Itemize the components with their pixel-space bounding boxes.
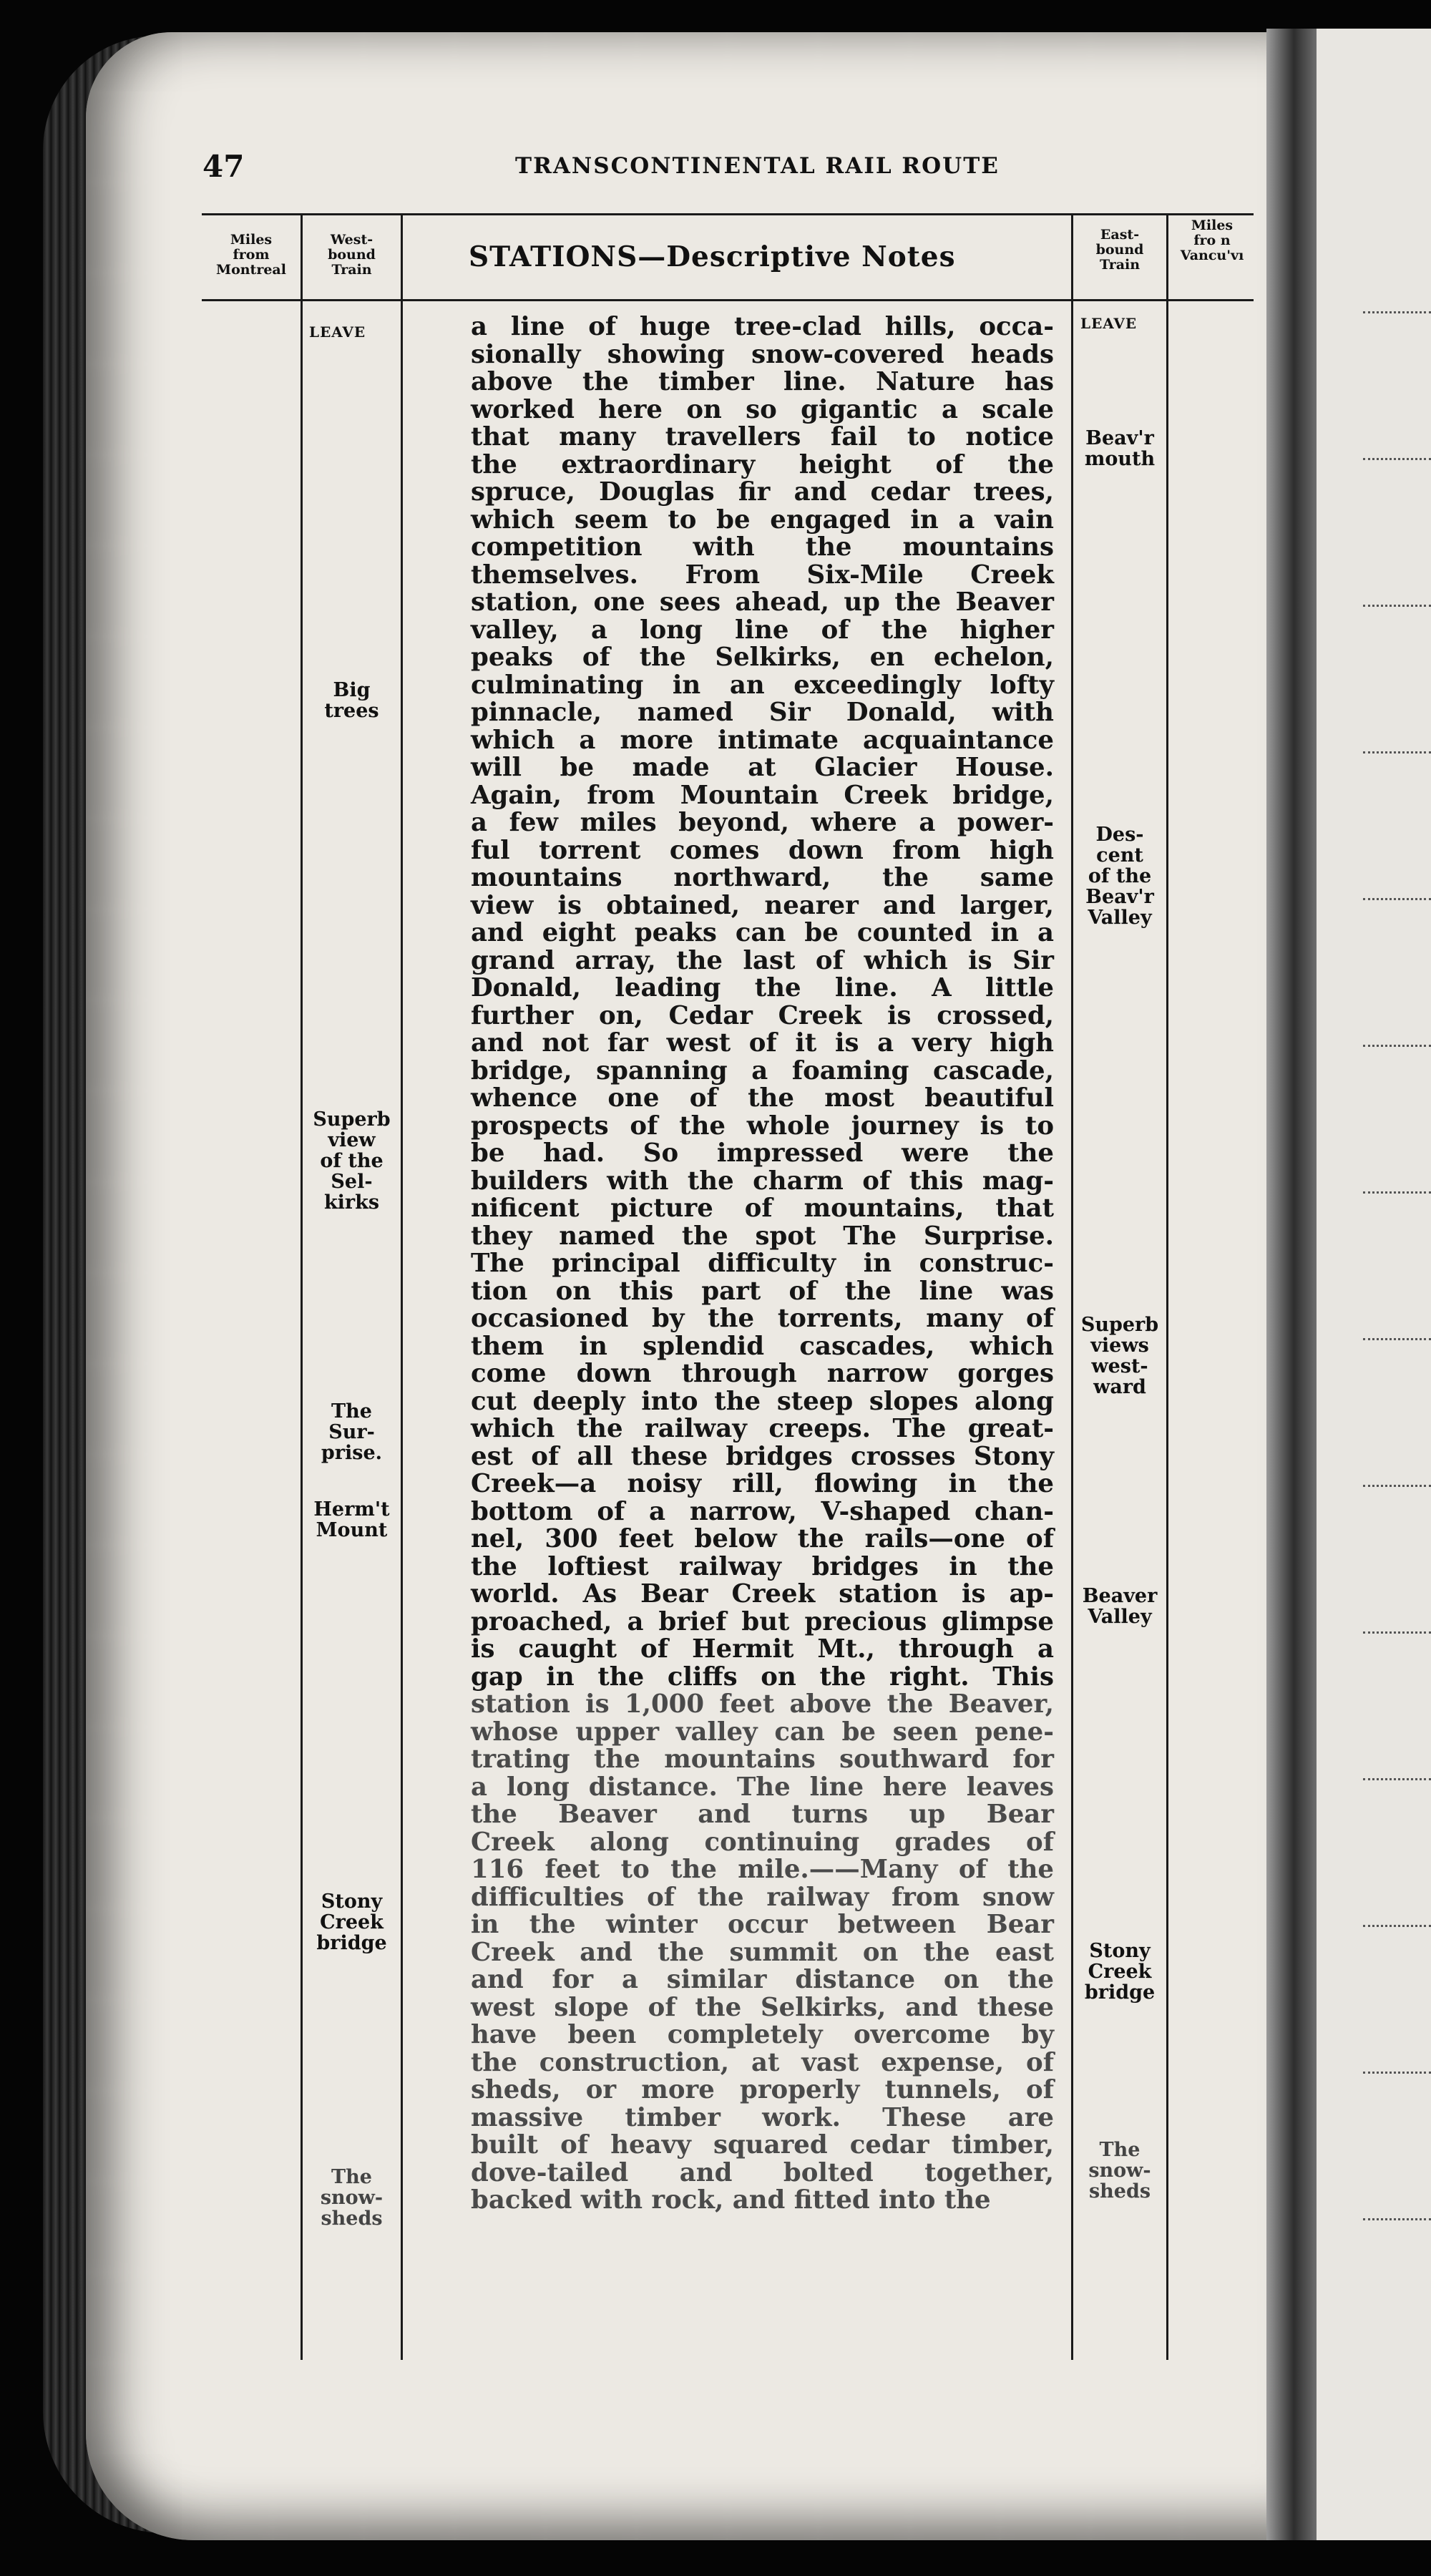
text-line: a long distance. The line here leaves — [471, 1772, 1054, 1802]
westbound-note-stony-creek-bridge: Stony Creek bridge — [316, 1890, 387, 1954]
eastbound-note-stony-creek-bridge: Stony Creek bridge — [1084, 1940, 1156, 2004]
eastbound-note-beaver-valley: Beaver Valley — [1082, 1585, 1158, 1628]
column-divider — [1166, 213, 1168, 2360]
text-line: tion on this part of the line was — [471, 1276, 1054, 1306]
text-line: them in splendid cascades, which — [471, 1331, 1054, 1361]
text-line: 116 feet to the mile.——Many of the — [471, 1855, 1054, 1884]
text-line: grand array, the last of which is Sir — [471, 945, 1054, 975]
text-line: Again, from Mountain Creek bridge, — [471, 780, 1054, 810]
text-line: proached, a brief but precious glimpse — [471, 1606, 1054, 1636]
text-line: cut deeply into the steep slopes along — [471, 1386, 1054, 1416]
miles-from-vancouver-heading: Miles fro n Vancu'vı — [1180, 218, 1244, 263]
text-line: they named the spot The Surprise. — [471, 1221, 1054, 1251]
running-title: TRANSCONTINENTAL RAIL ROUTE — [515, 153, 1000, 179]
westbound-leave-label: LEAVE — [309, 323, 366, 341]
text-line: and for a similar distance on the — [471, 1965, 1054, 1994]
running-head — [0, 149, 1431, 192]
column-divider — [401, 213, 403, 2360]
text-line: builders with the charm of this mag- — [471, 1166, 1054, 1196]
westbound-note-the-surprise: The Sur- prise. — [321, 1400, 383, 1464]
text-line: gap in the cliffs on the right. This — [471, 1662, 1054, 1692]
facing-page-rule — [1363, 2072, 1431, 2074]
westbound-train-heading: West- bound Train — [328, 232, 376, 278]
book-gutter — [1266, 29, 1317, 2540]
text-line: which seem to be engaged in a vain — [471, 504, 1054, 535]
text-line: a few miles beyond, where a power- — [471, 808, 1054, 837]
text-line: built of heavy squared cedar timber, — [471, 2130, 1054, 2160]
text-line: is caught of Hermit Mt., through a — [471, 1634, 1054, 1664]
text-line: Creek—a noisy rill, flowing in the — [471, 1469, 1054, 1498]
text-line: peaks of the Selkirks, en echelon, — [471, 643, 1054, 672]
text-line: dove-tailed and bolted together, — [471, 2157, 1054, 2187]
text-line: and not far west of it is a very high — [471, 1028, 1054, 1058]
text-line: sionally showing snow-covered heads — [471, 339, 1054, 369]
text-line: trating the mountains southward for — [471, 1745, 1054, 1774]
facing-page-rule — [1363, 1778, 1431, 1780]
text-line: est of all these bridges crosses Stony — [471, 1441, 1054, 1471]
text-line: which the railway creeps. The great- — [471, 1414, 1054, 1443]
text-line: will be made at Glacier House. — [471, 753, 1054, 782]
table-header-rule — [202, 299, 1254, 301]
facing-page-rule — [1363, 2218, 1431, 2220]
eastbound-note-descent: Des- cent of the Beav'r Valley — [1085, 824, 1154, 929]
facing-page-rule — [1363, 1631, 1431, 1634]
text-line: that many travellers fail to notice — [471, 422, 1054, 452]
text-line: west slope of the Selkirks, and these — [471, 1992, 1054, 2022]
eastbound-train-heading: East- bound Train — [1095, 227, 1144, 273]
descriptive-notes-text — [471, 313, 1054, 2215]
facing-page-rule — [1363, 458, 1431, 460]
facing-page-rule — [1363, 1485, 1431, 1487]
text-line: worked here on so gigantic a scale — [471, 394, 1054, 424]
text-line: Creek along continuing grades of — [471, 1827, 1054, 1857]
westbound-note-superb-view: Superb view of the Sel- kirks — [313, 1108, 391, 1214]
text-line: massive timber work. These are — [471, 2102, 1054, 2132]
text-line: come down through narrow gorges — [471, 1359, 1054, 1388]
facing-page-rule — [1363, 898, 1431, 900]
facing-page-rule — [1363, 751, 1431, 753]
text-line: prospects of the whole journey is to — [471, 1111, 1054, 1141]
facing-page-rule — [1363, 1191, 1431, 1194]
eastbound-note-beavr-mouth: Beav'r mouth — [1084, 427, 1156, 470]
text-line: the loftiest railway bridges in the — [471, 1551, 1054, 1581]
page-number: 47 — [202, 149, 245, 184]
text-line: whose upper valley can be seen pene- — [471, 1717, 1054, 1747]
column-divider — [1071, 213, 1073, 2360]
text-line: have been completely overcome by — [471, 2020, 1054, 2049]
text-line: the construction, at vast expense, of — [471, 2047, 1054, 2077]
text-line: occasioned by the torrents, many of — [471, 1304, 1054, 1333]
text-line: in the winter occur between Bear — [471, 1910, 1054, 1939]
text-line: station, one sees ahead, up the Beaver — [471, 587, 1054, 617]
text-line: be had. So impressed were the — [471, 1138, 1054, 1168]
facing-page-rule — [1363, 605, 1431, 607]
text-line: spruce, Douglas fir and cedar trees, — [471, 477, 1054, 507]
text-line: and eight peaks can be counted in a — [471, 918, 1054, 947]
text-line: the Beaver and turns up Bear — [471, 1800, 1054, 1829]
text-line: world. As Bear Creek station is ap- — [471, 1579, 1054, 1609]
facing-page-rule — [1363, 1925, 1431, 1927]
text-line: station is 1,000 feet above the Beaver, — [471, 1689, 1054, 1719]
text-line: The principal difficulty in construc- — [471, 1249, 1054, 1278]
text-line: mountains northward, the same — [471, 863, 1054, 892]
text-line: backed with rock, and fitted into the — [471, 2185, 991, 2215]
miles-from-montreal-heading: Miles from Montreal — [216, 232, 286, 278]
text-line: bottom of a narrow, V-shaped chan- — [471, 1496, 1054, 1526]
facing-page-rule — [1363, 1338, 1431, 1340]
text-line: culminating in an exceedingly lofty — [471, 670, 1054, 700]
facing-page — [1317, 29, 1431, 2540]
text-line: competition with the mountains — [471, 532, 1054, 562]
text-line: difficulties of the railway from snow — [471, 1882, 1054, 1912]
text-line: a line of huge tree-clad hills, occa- — [471, 312, 1054, 341]
eastbound-leave-label: LEAVE — [1080, 315, 1138, 332]
eastbound-note-snowsheds: The snow- sheds — [1088, 2139, 1151, 2202]
text-line: nificent picture of mountains, that — [471, 1194, 1054, 1223]
facing-page-rule — [1363, 1045, 1431, 1047]
facing-page-rule — [1363, 311, 1431, 313]
westbound-note-hermit-mount: Herm't Mount — [313, 1498, 390, 1541]
text-line: Creek and the summit on the east — [471, 1937, 1054, 1967]
text-line: nel, 300 feet below the rails—one of — [471, 1524, 1054, 1553]
text-line: above the timber line. Nature has — [471, 367, 1054, 396]
text-line: themselves. From Six-Mile Creek — [471, 560, 1054, 590]
text-line: Donald, leading the line. A little — [471, 973, 1054, 1002]
text-line: valley, a long line of the higher — [471, 615, 1054, 645]
westbound-note-big-trees: Big trees — [324, 679, 379, 722]
text-line: which a more intimate acquaintance — [471, 725, 1054, 755]
text-line: further on, Cedar Creek is crossed, — [471, 1000, 1054, 1030]
table-top-rule — [202, 213, 1254, 215]
text-line: sheds, or more properly tunnels, of — [471, 2075, 1054, 2104]
text-line: bridge, spanning a foaming cascade, — [471, 1055, 1054, 1085]
text-line: whence one of the most beautiful — [471, 1083, 1054, 1113]
eastbound-note-superb-views: Superb views west- ward — [1080, 1314, 1159, 1398]
text-line: ful torrent comes down from high — [471, 835, 1054, 865]
westbound-note-snowsheds: The snow- sheds — [320, 2166, 384, 2230]
stations-heading: STATIONS—Descriptive Notes — [469, 240, 956, 273]
column-divider — [301, 213, 303, 2360]
text-line: the extraordinary height of the — [471, 449, 1054, 479]
text-line: pinnacle, named Sir Donald, with — [471, 698, 1054, 727]
text-line: view is obtained, nearer and larger, — [471, 890, 1054, 920]
